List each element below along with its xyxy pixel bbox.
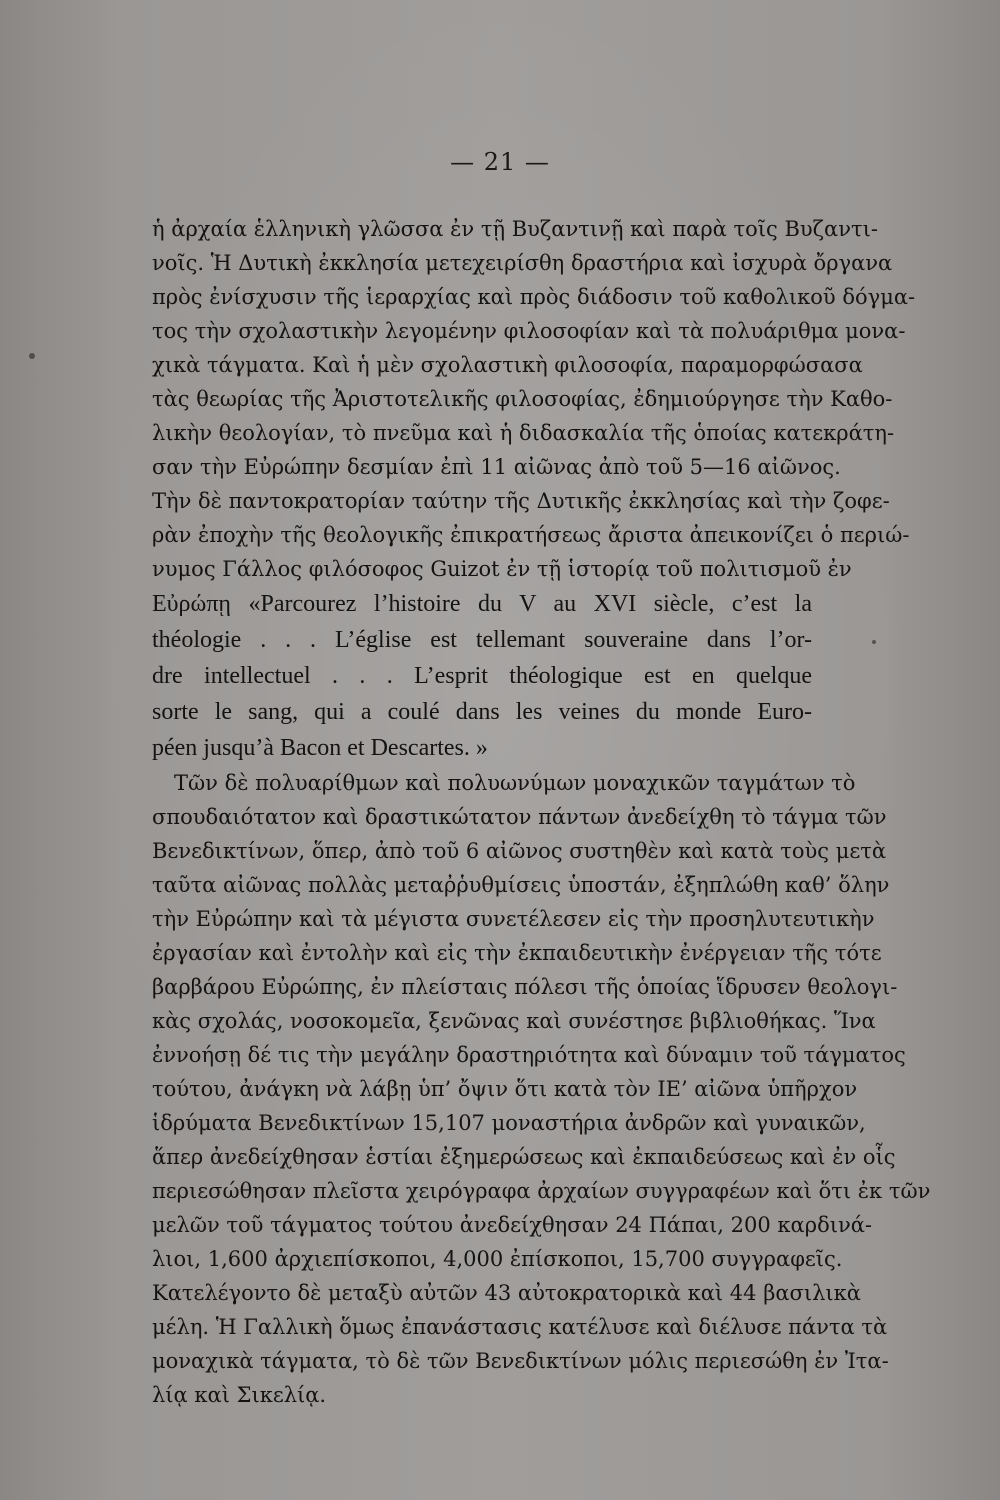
text-line: Κατελέγοντο δὲ μεταξὺ αὐτῶν 43 αὐτοκρατορικὰ καὶ 44 βασιλικὰ: [152, 1281, 861, 1305]
text-line: πρὸς ἐνίσχυσιν τῆς ἱεραρχίας καὶ πρὸς διάδοσιν τοῦ καθολικοῦ δόγμα-: [152, 285, 916, 309]
text-line: Τῶν δὲ πολυαρίθμων καὶ πολυωνύμων μοναχικῶν ταγμάτων τὸ: [174, 771, 856, 795]
text-line: sorte le sang, qui a coulé dans les veines du monde Euro-: [152, 699, 812, 725]
text-line: τούτου, ἀνάγκη νὰ λάβῃ ὑπ’ ὄψιν ὅτι κατὰ τὸν ΙΕ’ αἰῶνα ὑπῆρχον: [152, 1077, 858, 1101]
text-line: κὰς σχολάς, νοσοκομεῖα, ξενῶνας καὶ συνέστησε βιβλιοθήκας. Ἵνα: [152, 1009, 876, 1033]
text-line: σπουδαιότατον καὶ δραστικώτατον πάντων ἀνεδείχθη τὸ τάγμα τῶν: [152, 805, 887, 829]
text-line: ἐννοήσῃ δέ τις τὴν μεγάλην δραστηριότητα καὶ δύναμιν τοῦ τάγματος: [152, 1043, 906, 1067]
text-line: σαν τὴν Εὐρώπην δεσμίαν ἐπὶ 11 αἰῶνας ἀπὸ τοῦ 5—16 αἰῶνος.: [152, 455, 841, 479]
text-line: μοναχικὰ τάγματα, τὸ δὲ τῶν Βενεδικτίνων μόλις περιεσώθη ἐν Ἰτα-: [152, 1349, 889, 1373]
ink-speck: [872, 640, 876, 644]
ink-speck: [29, 353, 35, 359]
text-line: λίᾳ καὶ Σικελίᾳ.: [152, 1383, 327, 1407]
body-text: [152, 212, 931, 1412]
text-line: ἡ ἀρχαία ἑλληνικὴ γλῶσσα ἐν τῇ Βυζαντινῇ καὶ παρὰ τοῖς Βυζαντι-: [152, 217, 878, 241]
text-line: ρὰν ἐποχὴν τῆς θεολογικῆς ἐπικρατήσεως ἄριστα ἀπεικονίζει ὁ περιώ-: [152, 523, 910, 547]
page-number: — 21 —: [450, 148, 550, 176]
text-line: νυμος Γάλλος φιλόσοφος Guizot ἐν τῇ ἱστορίᾳ τοῦ πολιτισμοῦ ἐν: [152, 557, 852, 581]
text-line: χικὰ τάγματα. Καὶ ἡ μὲν σχολαστικὴ φιλοσοφία, παραμορφώσασα: [152, 353, 863, 377]
text-line: βαρβάρου Εὐρώπης, ἐν πλείσταις πόλεσι τῆς ὁποίας ἵδρυσεν θεολογι-: [152, 975, 898, 999]
text-line: λιοι, 1,600 ἀρχιεπίσκοποι, 4,000 ἐπίσκοποι, 15,700 συγγραφεῖς.: [152, 1247, 843, 1271]
text-line: péen jusqu’à Bacon et Descartes. »: [152, 735, 488, 761]
text-line: περιεσώθησαν πλεῖστα χειρόγραφα ἀρχαίων συγγραφέων καὶ ὅτι ἐκ τῶν: [152, 1179, 931, 1203]
text-line: Βενεδικτίνων, ὅπερ, ἀπὸ τοῦ 6 αἰῶνος συστηθὲν καὶ κατὰ τοὺς μετὰ: [152, 839, 887, 863]
text-line: théologie . . . L’église est tellemant souveraine dans l’or-: [152, 627, 812, 653]
text-line: Τὴν δὲ παντοκρατορίαν ταύτην τῆς Δυτικῆς ἐκκλησίας καὶ τὴν ζοφε-: [152, 489, 890, 513]
text-line: λικὴν θεολογίαν, τὸ πνεῦμα καὶ ἡ διδασκαλία τῆς ὁποίας κατεκράτη-: [152, 421, 895, 445]
text-line: τὰς θεωρίας τῆς Ἀριστοτελικῆς φιλοσοφίας, ἐδημιούργησε τὴν Καθο-: [152, 387, 893, 411]
text-line: ἅπερ ἀνεδείχθησαν ἑστίαι ἐξημερώσεως καὶ ἐκπαιδεύσεως καὶ ἐν οἷς: [152, 1145, 896, 1169]
text-line: τὴν Εὐρώπην καὶ τὰ μέγιστα συνετέλεσεν εἰς τὴν προσηλυτευτικὴν: [152, 907, 875, 931]
text-line: τος τὴν σχολαστικὴν λεγομένην φιλοσοφίαν καὶ τὰ πολυάριθμα μονα-: [152, 319, 906, 343]
text-line: ἐργασίαν καὶ ἐντολὴν καὶ εἰς τὴν ἐκπαιδευτικὴν ἐνέργειαν τῆς τότε: [152, 941, 882, 965]
text-line: νοῖς. Ἡ Δυτικὴ ἐκκλησία μετεχειρίσθη δραστήρια καὶ ἰσχυρὰ ὄργανα: [152, 251, 893, 275]
text-line: Εὐρώπῃ «Parcourez l’histoire du V au XVI siècle, c’est la: [152, 591, 812, 617]
text-line: ταῦτα αἰῶνας πολλὰς μεταῤῥυθμίσεις ὑποστάν, ἐξηπλώθη καθ’ ὅλην: [152, 873, 890, 897]
text-line: μελῶν τοῦ τάγματος τούτου ἀνεδείχθησαν 24 Πάπαι, 200 καρδινά-: [152, 1213, 872, 1237]
text-line: dre intellectuel . . . L’esprit théologique est en quelque: [152, 663, 812, 689]
text-line: ἱδρύματα Βενεδικτίνων 15,107 μοναστήρια ἀνδρῶν καὶ γυναικῶν,: [152, 1111, 866, 1135]
text-line: μέλη. Ἡ Γαλλικὴ ὅμως ἐπανάστασις κατέλυσε καὶ διέλυσε πάντα τὰ: [152, 1315, 888, 1339]
